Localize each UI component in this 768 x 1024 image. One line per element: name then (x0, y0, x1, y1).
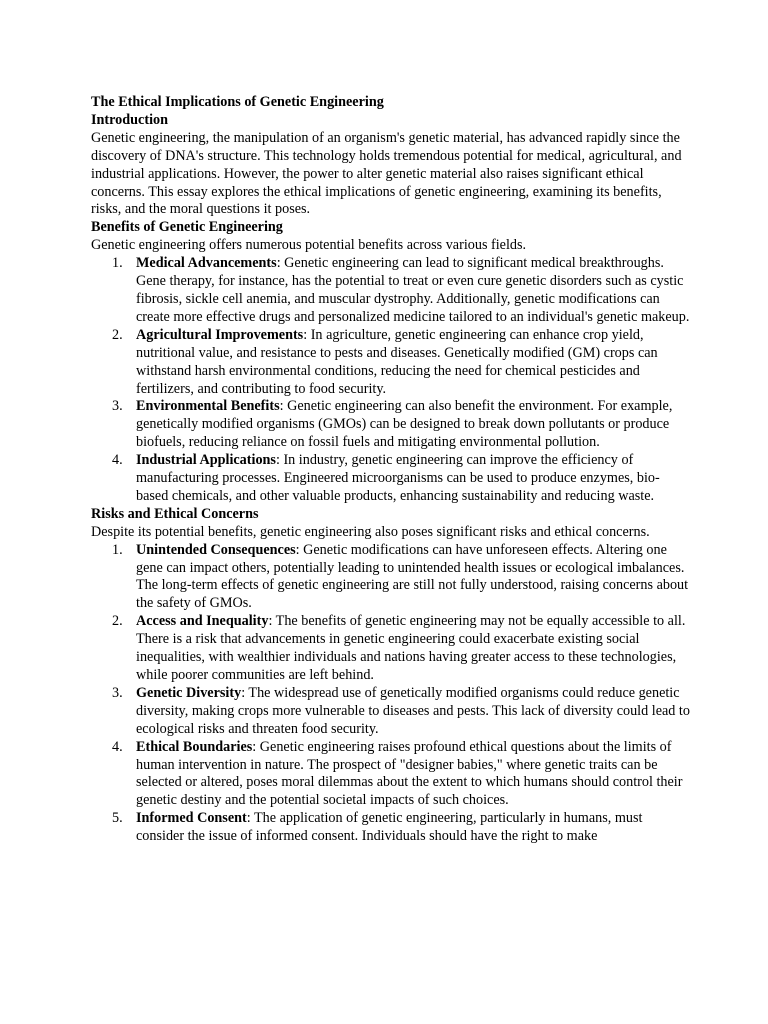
risks-lead-paragraph: Despite its potential benefits, genetic engineering also poses significant risks and ethical concerns. (91, 523, 650, 540)
list-item-term: Genetic Diversity (136, 684, 242, 701)
list-item-term: Environmental Benefits (136, 398, 280, 415)
list-item-text: : The application of genetic engineering, particularly in humans, must consider the issue of informed consent. Individuals should have the right to make (136, 810, 643, 845)
list-item-text: : Genetic engineering can lead to significant medical breakthroughs. Gene therapy, for instance, has the potential to treat or even cure genetic disorders such as cystic fibrosis, sickle cell anemia, and muscular dystrophy. Additionally, genetic modifications can create more effective drugs and personalized medicine tailored to an individual's genetic makeup. (136, 255, 690, 325)
list-item (112, 684, 691, 739)
list-number: 4. (112, 452, 123, 469)
list-item-text: : Genetic modifications can have unforeseen effects. Altering one gene can impact others, potentially leading to unintended health issues or ecological imbalances. The long-term effects of genetic engineering are still not fully understood, raising concerns about the safety of GMOs. (136, 541, 689, 612)
list-item (112, 738, 691, 811)
section-heading-benefits: Benefits of Genetic Engineering (91, 219, 283, 236)
list-number: 2. (112, 613, 123, 630)
list-item (112, 326, 691, 399)
list-item-text: : The widespread use of genetically modified organisms could reduce genetic diversity, making crops more vulnerable to diseases and pests. This lack of diversity could lead to ecological risks and threaten food security. (136, 684, 690, 737)
section-heading-introduction: Introduction (91, 111, 168, 128)
list-item-term: Informed Consent (136, 810, 247, 827)
list-item (112, 613, 691, 685)
list-item-term: Ethical Boundaries (136, 738, 253, 755)
list-number: 1. (112, 541, 123, 558)
benefits-list (91, 255, 691, 506)
intro-paragraph: Genetic engineering, the manipulation of an organism's genetic material, has advanced rapidly since the discovery of DNA's structure. This technology holds tremendous potential for medical, agricultural, and industrial applications. However, the power to alter genetic material also raises significant ethical concerns. This essay explores the ethical implications of genetic engineering, examining its benefits, risks, and the moral questions it poses. (91, 129, 682, 218)
list-number: 1. (112, 255, 123, 272)
list-item (112, 541, 691, 614)
list-item-term: Agricultural Improvements (136, 326, 304, 343)
risks-list (91, 542, 691, 846)
list-number: 4. (112, 738, 123, 755)
list-number: 5. (112, 810, 123, 827)
list-item (112, 255, 691, 327)
list-item-term: Access and Inequality (136, 613, 269, 630)
section-heading-risks: Risks and Ethical Concerns (91, 505, 259, 522)
list-item (112, 452, 691, 506)
document-title: The Ethical Implications of Genetic Engineering (91, 94, 384, 110)
list-item (112, 398, 691, 452)
list-number: 3. (112, 398, 123, 415)
list-item (112, 810, 691, 846)
list-item-text: : Genetic engineering raises profound ethical questions about the limits of human intervention in nature. The prospect of "designer babies," where genetic traits can be selected or altered, poses moral dilemmas about the extent to which humans should control their genetic destiny and the potential societal impacts of such choices. (136, 738, 683, 809)
list-item-text: : Genetic engineering can also benefit the environment. For example, genetically modified organisms (GMOs) can be designed to break down pollutants or produce biofuels, reducing reliance on fossil fuels and mitigating environmental pollution. (136, 398, 673, 451)
benefits-lead-paragraph: Genetic engineering offers numerous potential benefits across various fields. (91, 237, 527, 254)
list-number: 2. (112, 326, 123, 343)
list-item-text: : In industry, genetic engineering can improve the efficiency of manufacturing processes. Engineered microorganisms can be used to produce enzymes, bio-based chemicals, and other valuable products, enhancing sustainability and reducing waste. (136, 452, 660, 504)
list-item-term: Medical Advancements (136, 255, 277, 272)
list-item-term: Unintended Consequences (136, 541, 296, 558)
list-item-text: : In agriculture, genetic engineering can enhance crop yield, nutritional value, and resistance to pests and diseases. Genetically modified (GM) crops can withstand harsh environmental conditions, reducing the need for chemical pesticides and fertilizers, and contributing to food security. (136, 326, 658, 397)
list-item-text: : The benefits of genetic engineering may not be equally accessible to all. There is a risk that advancements in genetic engineering could exacerbate existing social inequalities, with wealthier individuals and nations having greater access to these technologies, while poorer communities are left behind. (136, 613, 686, 683)
list-number: 3. (112, 684, 123, 701)
document-page (91, 94, 691, 846)
list-item-term: Industrial Applications (136, 452, 276, 469)
